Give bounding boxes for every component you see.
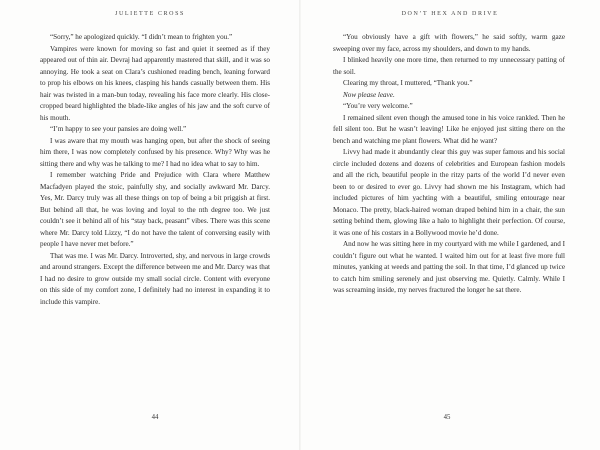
left-running-head: JULIETTE CROSS bbox=[115, 11, 185, 17]
left-page-number: 44 bbox=[151, 414, 159, 421]
right-running-head: DON’T HEX AND DRIVE bbox=[401, 11, 499, 17]
right-body-text bbox=[333, 32, 565, 297]
paragraph: Clearing my throat, I muttered, “Thank you.” bbox=[343, 79, 473, 87]
right-page-number: 45 bbox=[443, 414, 451, 421]
left-body-text bbox=[40, 32, 270, 308]
paragraph: “You obviously have a gift with flowers,” he said softly, warm gaze sweeping over my face, across my shoulders, and down to my hands. bbox=[333, 33, 565, 53]
paragraph: That was me. I was Mr. Darcy. Introverted, shy, and nervous in large crowds and around strangers. Except the difference between me and Mr. Darcy was that I had no desire to grow outside my small social circle. Content with everyone on this side of my comfort zone, I definitely had no interest in expanding it to include this vampire. bbox=[40, 251, 270, 306]
paragraph: “You’re very welcome.” bbox=[343, 102, 413, 110]
paragraph: And now he was sitting here in my courtyard with me while I gardened, and I couldn’t figure out what he wanted. I waited him out for at least five more full minutes, yanking at weeds and patting the soil. In that time, I’d glanced up twice to catch him smiling serenely and just observing me. Quietly. Calmly. While I was screaming inside, my nerves fractured the longer he sat there. bbox=[333, 240, 565, 294]
paragraph: Vampires were known for moving so fast and quiet it seemed as if they appeared out of thin air. Devraj had apparently mastered that skill, and it was so annoying. He took a seat on Clara’s cushioned reading bench, leaning forward to prop his elbows on his knees, clasping his hands casually between them. His hair was twisted in a man-bun today, revealing his face more clearly. His close-cropped beard highlighted the blade-like angles of his jaw and the soft curve of his mouth. bbox=[40, 44, 270, 122]
paragraph: I was aware that my mouth was hanging open, but after the shock of seeing him there, I was now completely confused by his presence. Why? Why was he sitting there and why was he talking to me? I had no idea what to say to him. bbox=[40, 136, 270, 168]
paragraph: “Sorry,” he apologized quickly. “I didn’t mean to frighten you.” bbox=[50, 33, 233, 41]
paragraph: “I’m happy to see your pansies are doing well.” bbox=[50, 125, 187, 133]
paragraph: I remember watching Pride and Prejudice with Clara where Matthew Macfadyen played the stoic, painfully shy, and socially awkward Mr. Darcy. Yes, Mr. Darcy truly was all these things on top of being a bit priggish at first. But behind all that, he was loving and loyal to the nth degree too. We just couldn’t see it behind all of his “stay back, peasant” vibes. There was this scene where Mr. Darcy told Lizzy, “I do not have the talent of conversing easily with people I have never met before.” bbox=[40, 171, 270, 248]
paragraph: Livvy had made it abundantly clear this guy was super famous and his social circle included dozens and dozens of celebrities and European fashion models and all the rich, beautiful people in the ritzy parts of the world I’d never even been to or desired to ever go. Livvy had shown me his Instagram, which had included pictures of him yachting with a beautiful, smiling entourage near Monaco. The pretty, black-haired woman draped behind him in a chair, the sun setting behind them, glowing like a halo to highlight their perfection. Of course, it was one of his costars in a Bollywood movie he’d done. bbox=[333, 148, 565, 237]
right-page bbox=[300, 0, 600, 450]
paragraph-italic: Now please leave. bbox=[343, 90, 395, 99]
paragraph: I blinked heavily one more time, then returned to my unnecessary patting of the soil. bbox=[333, 56, 565, 76]
paragraph: I remained silent even though the amused tone in his voice rankled. Then he fell silent too. But he wasn’t leaving! Like he enjoyed just sitting there on the bench and watching me plant flowers. What did he want? bbox=[333, 113, 565, 145]
